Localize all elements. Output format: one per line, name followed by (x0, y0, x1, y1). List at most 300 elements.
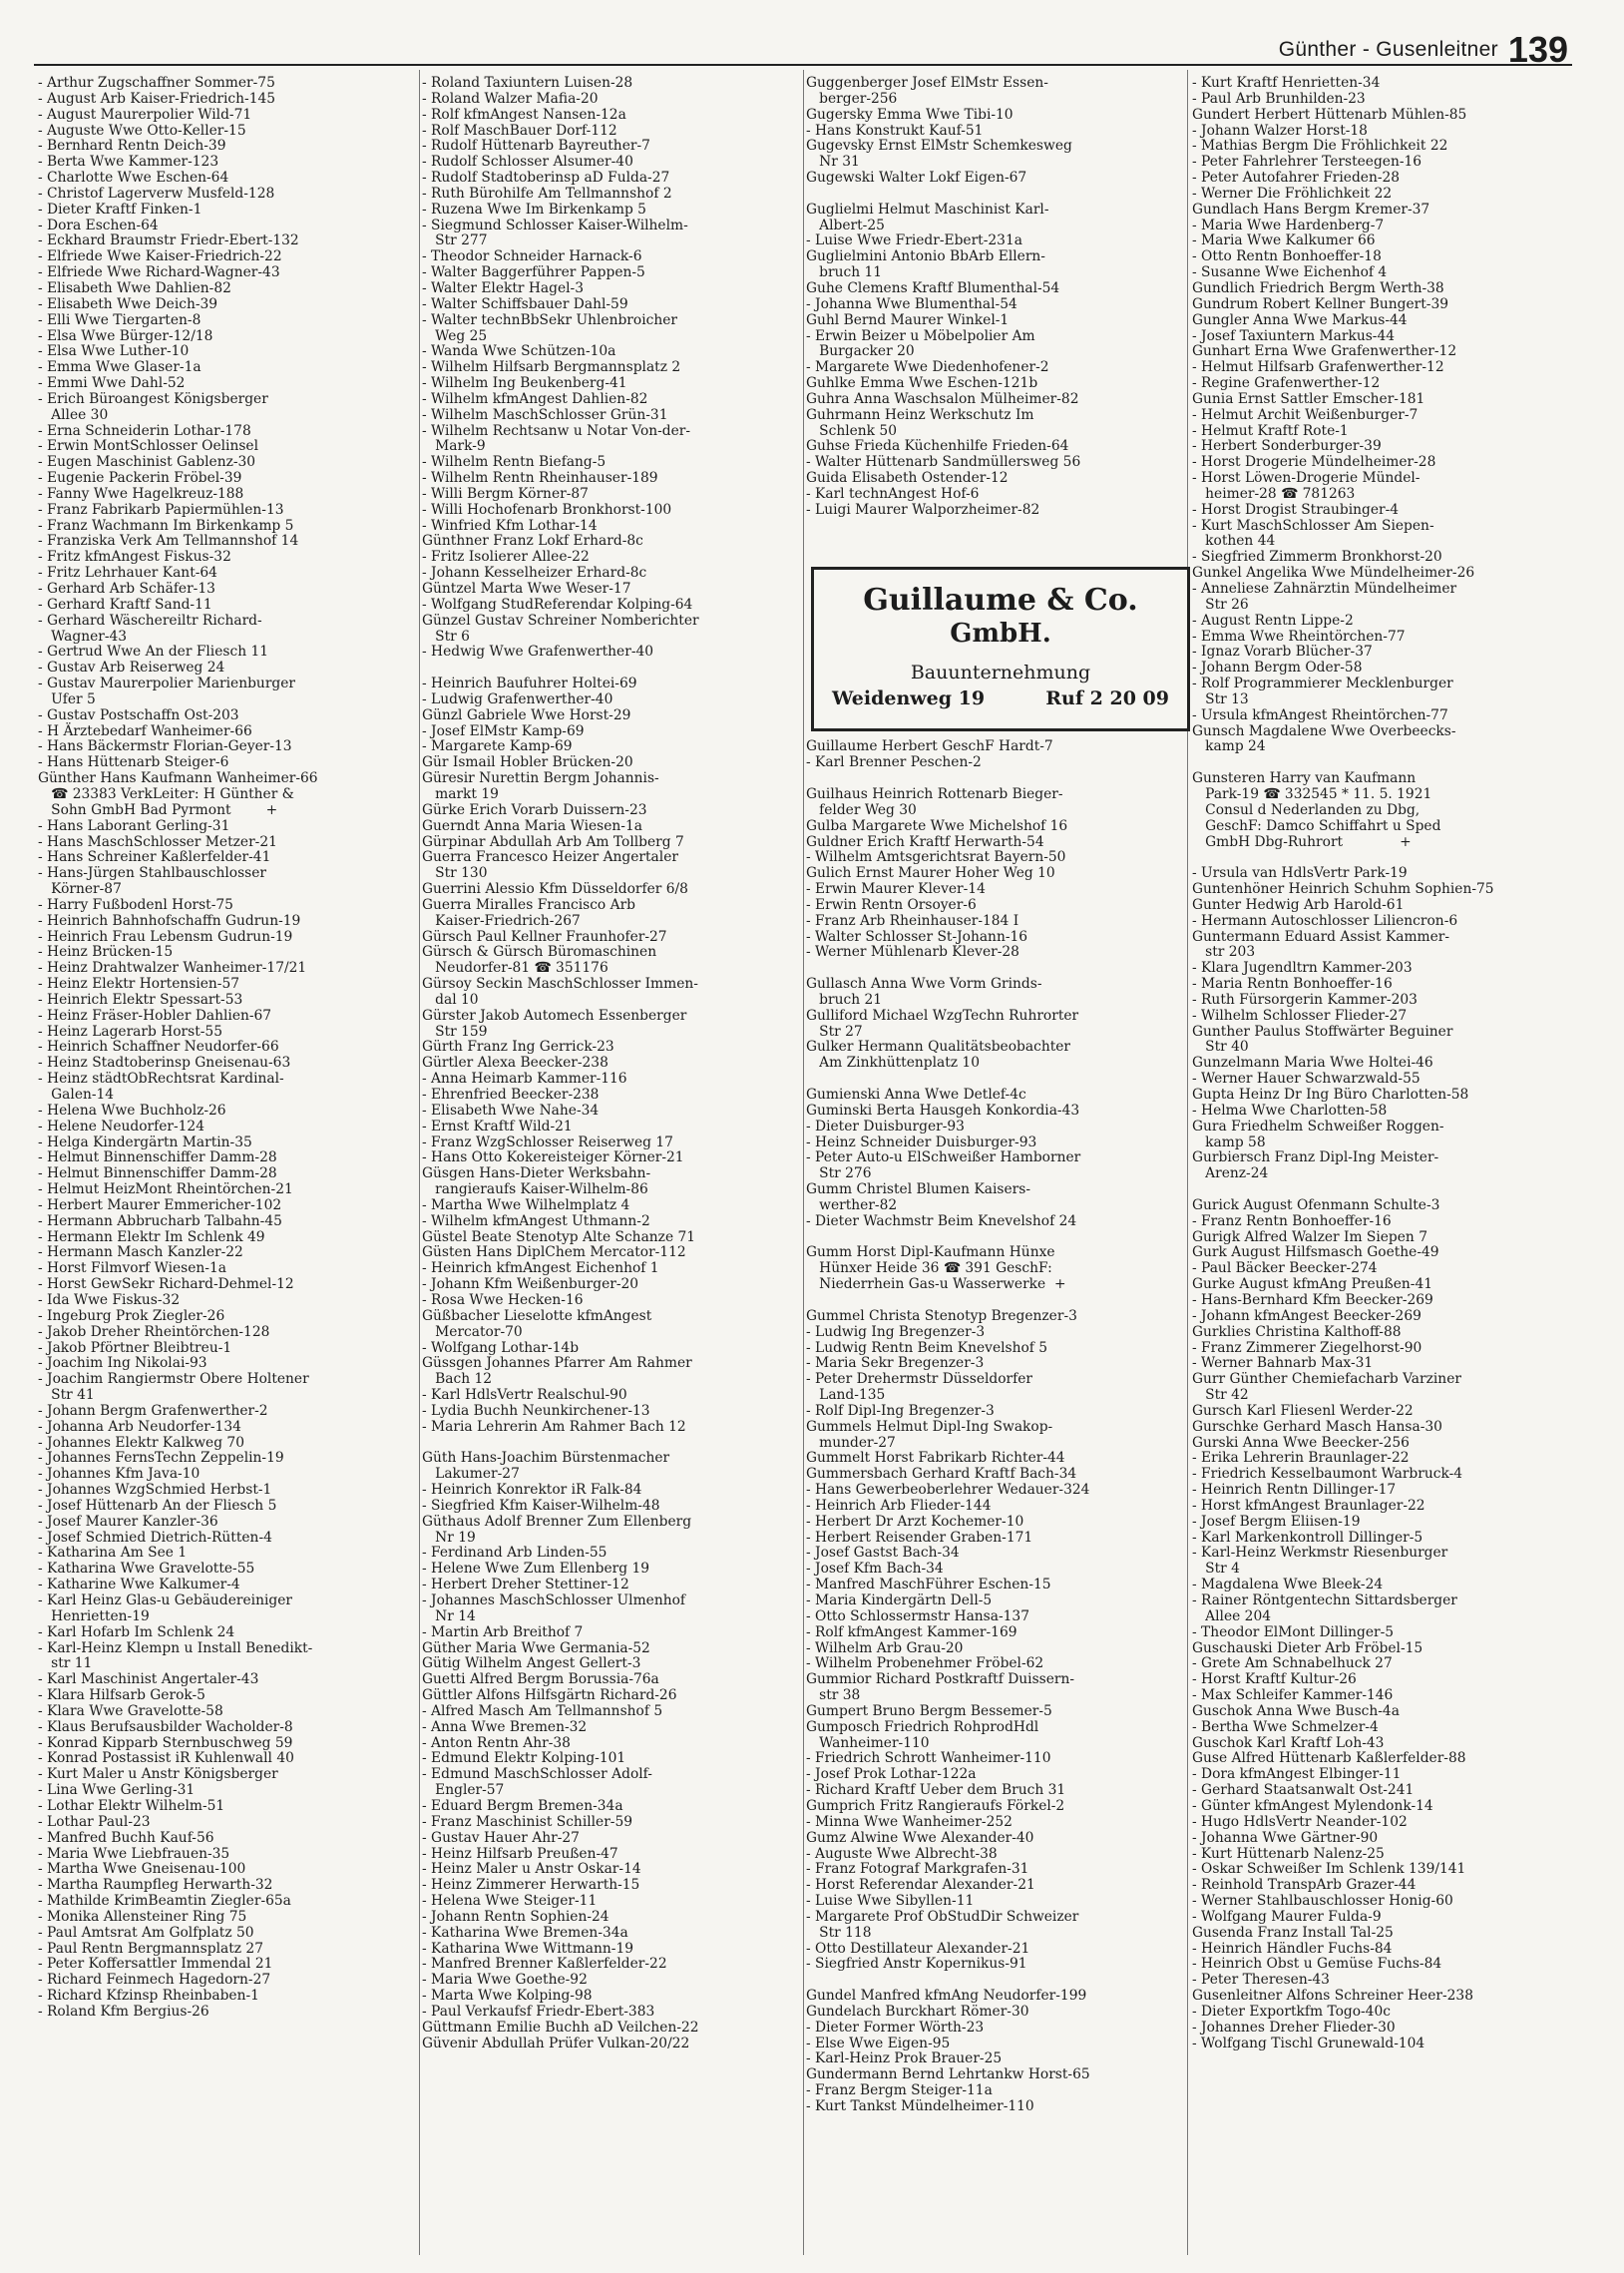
directory-entry: - Johann Kfm Weißenburger-20 (422, 1276, 639, 1293)
directory-entry: Günzel Gustav Schreiner Nomberichter (422, 612, 699, 629)
directory-entry: - Heinrich Obst u Gemüse Fuchs-84 (1192, 1956, 1442, 1973)
directory-entry: - Ruzena Wwe Im Birkenkamp 5 (422, 201, 646, 218)
directory-entry: - Emma Wwe Glaser-1a (38, 359, 202, 376)
directory-entry: - Maria Rentn Bonhoeffer-16 (1192, 976, 1393, 993)
directory-entry: - Karl Maschinist Angertaler-43 (38, 1671, 259, 1688)
directory-entry: - Ursula kfmAngest Rheintörchen-77 (1192, 706, 1448, 723)
directory-entry: - Hermann Autoschlosser Liliencron-6 (1192, 912, 1458, 929)
directory-entry: - Dora kfmAngest Elbinger-11 (1192, 1766, 1402, 1783)
directory-entry: Guhrmann Heinz Werkschutz Im (806, 406, 1034, 423)
directory-entry: - Dieter Exportkfm Togo-40c (1192, 2003, 1391, 2020)
directory-entry: - Martin Arb Breithof 7 (422, 1623, 584, 1640)
directory-entry: - Johanna Wwe Blumenthal-54 (806, 295, 1017, 312)
directory-entry: Güßbacher Lieselotte kfmAngest (422, 1307, 652, 1324)
directory-entry: - Ferdinand Arb Linden-55 (422, 1545, 608, 1562)
directory-entry: - Kurt Maler u Anstr Königsberger (38, 1766, 278, 1783)
directory-entry: Güther Maria Wwe Germania-52 (422, 1639, 650, 1656)
directory-entry: - Wilhelm Rechtsanw u Notar Von-der- (422, 422, 691, 439)
directory-entry: - Johann Walzer Horst-18 (1192, 122, 1368, 139)
directory-entry: Gugewski Walter Lokf Eigen-67 (806, 170, 1027, 187)
directory-entry: - Helmut Kraftf Rote-1 (1192, 422, 1349, 439)
directory-entry: - Maria Wwe Kalkumer 66 (1192, 232, 1376, 249)
directory-entry: rangieraufs Kaiser-Wilhelm-86 (422, 1181, 648, 1198)
directory-entry: - Jakob Dreher Rheintörchen-128 (38, 1323, 270, 1340)
directory-entry: Str 4 (1192, 1561, 1240, 1578)
directory-entry: - Christof Lagerverw Musfeld-128 (38, 185, 275, 202)
directory-entry: GeschF: Damco Schiffahrt u Sped (1192, 817, 1441, 834)
directory-entry: - Wolfgang Tischl Grunewald-104 (1192, 2035, 1425, 2051)
directory-entry: - Johanna Wwe Gärtner-90 (1192, 1829, 1379, 1846)
directory-entry: - Gustav Arb Reiserweg 24 (38, 660, 225, 677)
directory-entry: Str 41 (38, 1387, 95, 1404)
directory-entry: Güttler Alfons Hilfsgärtn Richard-26 (422, 1687, 677, 1704)
directory-entry: Guminski Berta Hausgeh Konkordia-43 (806, 1102, 1080, 1119)
directory-entry: - Manfred Brenner Kaßlerfelder-22 (422, 1956, 667, 1973)
directory-entry: Gurk August Hilfsmasch Goethe-49 (1192, 1244, 1439, 1261)
directory-entry: - Luise Wwe Sibyllen-11 (806, 1893, 975, 1910)
column-divider (1187, 70, 1188, 2255)
directory-entry: - Paul Verkaufsf Friedr-Ebert-383 (422, 2003, 655, 2020)
directory-entry: ☎ 23383 VerkLeiter: H Günther & (38, 785, 294, 802)
directory-entry: Wanheimer-110 (806, 1734, 930, 1751)
directory-entry: Arenz-24 (1192, 1165, 1269, 1182)
directory-entry: - Johannes WzgSchmied Herbst-1 (38, 1482, 272, 1499)
directory-entry: - Lina Wwe Gerling-31 (38, 1782, 196, 1799)
directory-entry: - Horst Drogist Straubinger-4 (1192, 501, 1400, 518)
directory-entry: - Dieter Duisburger-93 (806, 1118, 965, 1135)
directory-entry: - Horst Kraftf Kultur-26 (1192, 1671, 1357, 1688)
directory-entry: Gupta Heinz Dr Ing Büro Charlotten-58 (1192, 1087, 1469, 1103)
directory-entry: - Johann Bergm Grafenwerther-2 (38, 1402, 268, 1419)
directory-entry: - Helene Wwe Zum Ellenberg 19 (422, 1561, 650, 1578)
directory-entry: Burgacker 20 (806, 343, 915, 360)
directory-entry: Str 277 (422, 232, 488, 249)
directory-entry (1192, 1182, 1494, 1198)
directory-entry: Gummior Richard Postkraftf Duissern- (806, 1671, 1075, 1688)
directory-entry: - Wolfgang Maurer Fulda-9 (1192, 1908, 1382, 1925)
directory-entry: Gürsch & Gürsch Büromaschinen (422, 944, 657, 961)
column-divider (419, 70, 420, 2255)
directory-entry: Gundermann Bernd Lehrtankw Horst-65 (806, 2066, 1090, 2083)
directory-entry: - Johannes Dreher Flieder-30 (1192, 2019, 1396, 2036)
directory-entry: - Rosa Wwe Hecken-16 (422, 1291, 584, 1308)
directory-entry: - Walter Hüttenarb Sandmüllersweg 56 (806, 454, 1081, 471)
directory-entry: - Jakob Pförtner Bleibtreu-1 (38, 1339, 232, 1356)
directory-entry: - Heinz Brücken-15 (38, 944, 174, 961)
directory-entry: Güsgen Hans-Dieter Werksbahn- (422, 1165, 651, 1182)
directory-entry: str 38 (806, 1687, 861, 1704)
directory-entry: Neudorfer-81 ☎ 351176 (422, 960, 609, 977)
directory-entry: - Ruth Fürsorgerin Kammer-203 (1192, 991, 1418, 1008)
directory-entry: Ufer 5 (38, 690, 96, 707)
directory-entry: - Franz Arb Rheinhauser-184 I (806, 912, 1019, 929)
directory-entry: - Manfred MaschFührer Eschen-15 (806, 1577, 1051, 1593)
directory-entry: bruch 21 (806, 991, 883, 1008)
directory-entry: - Hans Hüttenarb Steiger-6 (38, 754, 229, 771)
directory-entry: Guhse Frieda Küchenhilfe Frieden-64 (806, 438, 1069, 455)
directory-entry: - Erwin Maurer Klever-14 (806, 881, 986, 898)
directory-entry: - Siegmund Schlosser Kaiser-Wilhelm- (422, 217, 688, 233)
directory-entry: - Emma Wwe Rheintörchen-77 (1192, 628, 1406, 645)
directory-entry: - Rolf kfmAngest Nansen-12a (422, 106, 626, 123)
directory-entry: - Dieter Kraftf Finken-1 (38, 201, 203, 218)
directory-entry: - Dieter Former Wörth-23 (806, 2019, 985, 2036)
directory-entry: Güvenir Abdullah Prüfer Vulkan-20/22 (422, 2035, 690, 2051)
directory-entry: - Ehrenfried Beecker-238 (422, 1087, 600, 1103)
directory-entry: Gürster Jakob Automech Essenberger (422, 1007, 687, 1024)
directory-entry: - Heinrich Schaffner Neudorfer-66 (38, 1039, 279, 1056)
directory-entry: - Walter Schiffsbauer Dahl-59 (422, 295, 628, 312)
directory-entry: - Kurt Kraftf Henrietten-34 (1192, 75, 1381, 91)
directory-entry: kamp 24 (1192, 738, 1266, 755)
directory-entry: - Fanny Wwe Hagelkreuz-188 (38, 485, 244, 502)
directory-entry: Park-19 ☎ 332545 * 11. 5. 1921 (1192, 785, 1432, 802)
directory-entry: Guglielmini Antonio BbArb Ellern- (806, 248, 1045, 265)
directory-entry: Gunkel Angelika Wwe Mündelheimer-26 (1192, 565, 1475, 582)
directory-entry: - Josef Bergm Eliisen-19 (1192, 1513, 1361, 1530)
directory-entry: - Horst Drogerie Mündelheimer-28 (1192, 454, 1436, 471)
directory-entry: - August Arb Kaiser-Friedrich-145 (38, 90, 276, 107)
directory-entry: - Marta Wwe Kolping-98 (422, 1988, 593, 2005)
directory-entry: - Karl Heinz Glas-u Gebäudereiniger (38, 1592, 292, 1608)
directory-entry: - Mathias Bergm Die Fröhlichkeit 22 (1192, 138, 1448, 155)
directory-entry: - Franz WzgSchlosser Reiserweg 17 (422, 1134, 673, 1150)
directory-entry: Gura Friedhelm Schweißer Roggen- (1192, 1118, 1444, 1135)
directory-entry: Gunsteren Harry van Kaufmann (1192, 770, 1417, 787)
directory-entry: - Helmut HeizMont Rheintörchen-21 (38, 1181, 293, 1198)
directory-entry: - Wilhelm Rentn Rheinhauser-189 (422, 470, 658, 487)
directory-entry: Gumm Horst Dipl-Kaufmann Hünxe (806, 1244, 1055, 1261)
directory-entry: - Bernhard Rentn Deich-39 (38, 138, 226, 155)
directory-entry: Wagner-43 (38, 628, 128, 645)
directory-entry: - Wolfgang Lothar-14b (422, 1339, 580, 1356)
directory-entry: - Elfriede Wwe Kaiser-Friedrich-22 (38, 248, 282, 265)
directory-entry: Gunther Paulus Stoffwärter Beguiner (1192, 1023, 1453, 1040)
directory-entry: Günther Hans Kaufmann Wanheimer-66 (38, 770, 318, 787)
directory-entry: - Joachim Ing Nikolai-93 (38, 1355, 207, 1372)
directory-entry: markt 19 (422, 785, 499, 802)
directory-entry: Schlenk 50 (806, 422, 897, 439)
directory-entry: - Katharina Wwe Wittmann-19 (422, 1940, 634, 1957)
directory-entry: - Klara Jugendltrn Kammer-203 (1192, 960, 1413, 977)
directory-entry: - Eugen Maschinist Gablenz-30 (38, 454, 256, 471)
directory-entry: - Monika Allensteiner Ring 75 (38, 1908, 247, 1925)
directory-entry: - Margarete Wwe Diedenhofener-2 (806, 359, 1049, 376)
directory-entry: - Herbert Sonderburger-39 (1192, 438, 1382, 455)
directory-entry: - Franz Wachmann Im Birkenkamp 5 (38, 517, 294, 534)
directory-column-1 (38, 76, 318, 2021)
directory-entry: - Franz Fabrikarb Papiermühlen-13 (38, 501, 284, 518)
directory-entry: - Wanda Wwe Schützen-10a (422, 343, 616, 360)
directory-entry: - Lothar Elektr Wilhelm-51 (38, 1797, 225, 1814)
directory-entry: - Heinz Elektr Hortensien-57 (38, 976, 240, 993)
directory-entry: Str 276 (806, 1165, 872, 1182)
directory-entry: - Bertha Wwe Schmelzer-4 (1192, 1718, 1379, 1735)
directory-entry: - Dora Eschen-64 (38, 217, 159, 233)
directory-entry: - Berta Wwe Kammer-123 (38, 154, 219, 171)
directory-entry: - Heinz Stadtoberinsp Gneisenau-63 (38, 1055, 291, 1072)
directory-entry: - Anton Rentn Ahr-38 (422, 1734, 571, 1751)
directory-entry: Gunter Hedwig Arb Harold-61 (1192, 896, 1405, 913)
directory-entry: Gür Ismail Hobler Brücken-20 (422, 754, 633, 771)
directory-entry: - Rudolf Hüttenarb Bayreuther-7 (422, 138, 650, 155)
directory-entry: - Karl-Heinz Klempn u Install Benedikt- (38, 1639, 313, 1656)
directory-entry: - Gustav Postschaffn Ost-203 (38, 706, 239, 723)
directory-entry: - Elisabeth Wwe Deich-39 (38, 295, 218, 312)
directory-entry: - Werner Hauer Schwarzwald-55 (1192, 1071, 1421, 1088)
directory-entry: - Walter technBbSekr Uhlenbroicher (422, 311, 677, 328)
directory-entry: - Paul Bäcker Beecker-274 (1192, 1260, 1378, 1277)
directory-entry: - Franz Zimmerer Ziegelhorst-90 (1192, 1339, 1422, 1356)
directory-entry: - Heinrich Elektr Spessart-53 (38, 991, 243, 1008)
directory-entry: - Josef Hüttenarb An der Fliesch 5 (38, 1497, 277, 1514)
directory-entry: - Walter Elektr Hagel-3 (422, 279, 584, 296)
directory-entry: - Roland Walzer Mafia-20 (422, 90, 599, 107)
directory-entry: kothen 44 (1192, 533, 1276, 550)
directory-entry: Gurschke Gerhard Masch Hansa-30 (1192, 1418, 1442, 1435)
directory-entry: - Walter Schlosser St-Johann-16 (806, 928, 1028, 945)
directory-entry: - Ingeburg Prok Ziegler-26 (38, 1307, 225, 1324)
directory-entry: Str 42 (1192, 1387, 1249, 1404)
directory-entry: Nr 31 (806, 154, 860, 171)
directory-entry: - Konrad Kipparb Sternbuschweg 59 (38, 1734, 293, 1751)
directory-entry: - Siegfried Zimmerm Bronkhorst-20 (1192, 549, 1442, 566)
directory-entry (806, 187, 1090, 203)
directory-entry: Gundlich Friedrich Bergm Werth-38 (1192, 279, 1444, 296)
directory-entry: - Maria Wwe Hardenberg-7 (1192, 217, 1385, 233)
directory-entry: - Paul Amtsrat Am Golfplatz 50 (38, 1924, 254, 1941)
directory-entry: - Eugenie Packerin Fröbel-39 (38, 470, 242, 487)
directory-entry: Allee 204 (1192, 1607, 1271, 1624)
directory-entry (806, 1293, 1090, 1309)
directory-entry (806, 771, 1090, 787)
directory-entry: Guida Elisabeth Ostender-12 (806, 470, 1009, 487)
directory-entry: Guntenhöner Heinrich Schuhm Sophien-75 (1192, 881, 1494, 898)
directory-entry: munder-27 (806, 1434, 896, 1451)
directory-entry: - Hans Konstrukt Kauf-51 (806, 122, 984, 139)
directory-entry: - Konrad Postassist iR Kuhlenwall 40 (38, 1750, 294, 1767)
directory-entry: - Peter Auto-u ElSchweißer Hamborner (806, 1149, 1081, 1166)
directory-entry: Güntzel Marta Wwe Weser-17 (422, 581, 631, 597)
directory-entry: Güstel Beate Stenotyp Alte Schanze 71 (422, 1228, 696, 1245)
directory-entry: - Herbert Dreher Stettiner-12 (422, 1577, 629, 1593)
directory-entry: - Kurt Hüttenarb Nalenz-25 (1192, 1845, 1385, 1862)
directory-entry: Gumz Alwine Wwe Alexander-40 (806, 1829, 1034, 1846)
directory-entry: Guschok Karl Kraftf Loh-43 (1192, 1734, 1385, 1751)
directory-entry: Gulba Margarete Wwe Michelshof 16 (806, 817, 1068, 834)
directory-entry: - Alfred Masch Am Tellmannshof 5 (422, 1702, 663, 1719)
directory-entry: Henrietten-19 (38, 1607, 150, 1624)
directory-entry: Gundrum Robert Kellner Bungert-39 (1192, 295, 1449, 312)
directory-entry: Guntermann Eduard Assist Kammer- (1192, 928, 1450, 945)
directory-entry: Gursch Karl Fliesenl Werder-22 (1192, 1402, 1414, 1419)
directory-entry: - Josef ElMstr Kamp-69 (422, 722, 585, 739)
directory-entry: - Harry Fußbodenl Horst-75 (38, 896, 233, 913)
directory-entry: - Hans Bäckermstr Florian-Geyer-13 (38, 738, 292, 755)
directory-entry: Weg 25 (422, 327, 488, 344)
directory-entry: - Gerhard Staatsanwalt Ost-241 (1192, 1782, 1415, 1799)
directory-entry: - Heinz städtObRechtsrat Kardinal- (38, 1071, 284, 1088)
directory-entry: - Horst Filmvorf Wiesen-1a (38, 1260, 226, 1277)
directory-entry: Engler-57 (422, 1782, 505, 1799)
directory-entry: bruch 11 (806, 264, 883, 281)
directory-entry: Gummelt Horst Fabrikarb Richter-44 (806, 1450, 1065, 1467)
directory-entry: - Heinrich Konrektor iR Falk-84 (422, 1482, 642, 1499)
directory-entry: - Franz Maschinist Schiller-59 (422, 1813, 633, 1830)
directory-entry: Gurski Anna Wwe Beecker-256 (1192, 1434, 1410, 1451)
directory-entry: - Heinz Lagerarb Horst-55 (38, 1023, 222, 1040)
directory-entry: - Horst kfmAngest Braunlager-22 (1192, 1497, 1425, 1514)
directory-entry: - Johann kfmAngest Beecker-269 (1192, 1307, 1421, 1324)
directory-entry: Allee 30 (38, 406, 109, 423)
directory-entry: - Johannes Kfm Java-10 (38, 1466, 201, 1483)
directory-entry: Guhlke Emma Wwe Eschen-121b (806, 375, 1038, 392)
directory-entry: - Richard Kraftf Ueber dem Bruch 31 (806, 1782, 1066, 1799)
directory-entry: Günzl Gabriele Wwe Horst-29 (422, 706, 631, 723)
directory-entry: - Willi Hochofenarb Bronkhorst-100 (422, 501, 672, 518)
directory-entry: Str 6 (422, 628, 470, 645)
directory-entry: - Peter Koffersattler Immendal 21 (38, 1956, 273, 1973)
directory-entry: - Mathilde KrimBeamtin Ziegler-65a (38, 1893, 291, 1910)
directory-entry: Guglielmi Helmut Maschinist Karl- (806, 201, 1049, 218)
directory-entry: - Ruth Bürohilfe Am Tellmannshof 2 (422, 185, 672, 202)
directory-entry: Gürtler Alexa Beecker-238 (422, 1055, 609, 1072)
ad-company-name: Guillaume & Co. (863, 583, 1138, 618)
page-header (1279, 18, 1568, 68)
directory-entry: - Johannes Elektr Kalkweg 70 (38, 1434, 244, 1451)
directory-entry: - Wilhelm Schlosser Flieder-27 (1192, 1007, 1408, 1024)
directory-entry: - Gerhard Wäschereiltr Richard- (38, 612, 262, 629)
directory-entry: Gürth Franz Ing Gerrick-23 (422, 1039, 614, 1056)
directory-entry: Gungler Anna Wwe Markus-44 (1192, 311, 1408, 328)
directory-entry: Gumienski Anna Wwe Detlef-4c (806, 1087, 1026, 1103)
directory-entry: - Heinrich Händler Fuchs-84 (1192, 1940, 1393, 1957)
directory-entry: Nr 14 (422, 1607, 476, 1624)
directory-entry: - Susanne Wwe Eichenhof 4 (1192, 264, 1388, 281)
directory-entry: - Joachim Rangiermstr Obere Holtener (38, 1371, 309, 1388)
directory-entry: - Johann Rentn Sophien-24 (422, 1908, 609, 1925)
directory-entry: - Peter Drehermstr Düsseldorfer (806, 1371, 1033, 1388)
directory-entry: - Werner Die Fröhlichkeit 22 (1192, 185, 1393, 202)
directory-entry: - Ludwig Grafenwerther-40 (422, 690, 613, 707)
directory-entry (806, 1973, 1090, 1989)
directory-entry: - Heinz Drahtwalzer Wanheimer-17/21 (38, 960, 307, 977)
directory-entry: - Oskar Schweißer Im Schlenk 139/141 (1192, 1861, 1466, 1878)
directory-entry: - Reinhold TranspArb Grazer-44 (1192, 1877, 1417, 1894)
directory-entry: - Karl Brenner Peschen-2 (806, 754, 982, 771)
directory-entry: - Edmund MaschSchlosser Adolf- (422, 1766, 652, 1783)
directory-entry: - Rolf Dipl-Ing Bregenzer-3 (806, 1402, 995, 1419)
directory-entry: - Hans Otto Kokereisteiger Körner-21 (422, 1149, 684, 1166)
directory-entry: - Walter Baggerführer Pappen-5 (422, 264, 645, 281)
directory-entry: - Martha Raumpfleg Herwarth-32 (38, 1877, 273, 1894)
directory-entry: - Heinz Zimmerer Herwarth-15 (422, 1877, 640, 1894)
directory-column-4 (1192, 76, 1494, 2051)
directory-entry: - Heinrich Baufuhrer Holtei-69 (422, 676, 637, 692)
directory-entry: Guschauski Dieter Arb Fröbel-15 (1192, 1639, 1423, 1656)
directory-entry: - Erwin Beizer u Möbelpolier Am (806, 327, 1035, 344)
directory-entry: Gurick August Ofenmann Schulte-3 (1192, 1196, 1440, 1213)
directory-entry: - Friedrich Kesselbaumont Warbruck-4 (1192, 1466, 1463, 1483)
directory-entry: - Fritz Lehrhauer Kant-64 (38, 565, 217, 582)
directory-entry: Güsten Hans DiplChem Mercator-112 (422, 1244, 686, 1261)
directory-entry: - Paul Rentn Bergmannsplatz 27 (38, 1940, 263, 1957)
directory-entry: - Heinrich Bahnhofschaffn Gudrun-19 (38, 912, 301, 929)
directory-entry: - Maria Wwe Liebfrauen-35 (38, 1845, 230, 1862)
directory-entry: - Karl-Heinz Werkmstr Riesenburger (1192, 1545, 1448, 1562)
directory-entry: - Paul Arb Brunhilden-23 (1192, 90, 1366, 107)
directory-entry: - Hedwig Wwe Grafenwerther-40 (422, 644, 654, 661)
directory-entry: berger-256 (806, 90, 898, 107)
directory-entry: Gundert Herbert Hüttenarb Mühlen-85 (1192, 106, 1467, 123)
directory-entry: - Horst Löwen-Drogerie Mündel- (1192, 470, 1421, 487)
directory-entry: - Heinz Fräser-Hobler Dahlien-67 (38, 1007, 272, 1024)
directory-entry: - Kurt MaschSchlosser Am Siepen- (1192, 517, 1434, 534)
directory-entry: - Peter Autofahrer Frieden-28 (1192, 170, 1401, 187)
directory-entry: - Hermann Elektr Im Schlenk 49 (38, 1228, 265, 1245)
directory-entry: - Anna Heimarb Kammer-116 (422, 1071, 627, 1088)
directory-entry: - Ernst Kraftf Wild-21 (422, 1118, 573, 1135)
directory-entry: - Johann Kesselheizer Erhard-8c (422, 565, 647, 582)
directory-entry: - Hans Schreiner Kaßlerfelder-41 (38, 849, 271, 866)
directory-entry: - Wilhelm MaschSchlosser Grün-31 (422, 406, 668, 423)
directory-entry: Gundel Manfred kfmAng Neudorfer-199 (806, 1988, 1087, 2005)
directory-entry: - Heinrich kfmAngest Eichenhof 1 (422, 1260, 659, 1277)
directory-entry: - Wilhelm Amtsgerichtsrat Bayern-50 (806, 849, 1066, 866)
directory-entry: - Klaus Berufsausbilder Wacholder-8 (38, 1718, 293, 1735)
directory-entry: Guhe Clemens Kraftf Blumenthal-54 (806, 279, 1060, 296)
directory-entry: - Martha Wwe Gneisenau-100 (38, 1861, 246, 1878)
directory-entry: str 203 (1192, 944, 1256, 961)
directory-entry: - Elsa Wwe Luther-10 (38, 343, 190, 360)
directory-entry: Kaiser-Friedrich-267 (422, 912, 581, 929)
ad-company-form: GmbH. (950, 619, 1051, 649)
directory-entry: Körner-87 (38, 881, 122, 898)
directory-entry (806, 550, 1090, 566)
directory-entry: - Lydia Buchh Neunkirchener-13 (422, 1402, 650, 1419)
directory-entry: Str 27 (806, 1023, 863, 1040)
directory-entry: - Rudolf Schlosser Alsumer-40 (422, 154, 633, 171)
directory-entry: Str 159 (422, 1023, 488, 1040)
directory-entry: Guerrini Alessio Kfm Düsseldorfer 6/8 (422, 881, 688, 898)
directory-entry: - Helmut Binnenschiffer Damm-28 (38, 1165, 277, 1182)
directory-entry: - Horst Referendar Alexander-21 (806, 1877, 1035, 1894)
ad-subtitle: Bauunternehmung (910, 662, 1091, 683)
directory-entry: Gürsoy Seckin MaschSchlosser Immen- (422, 976, 698, 993)
directory-entry: - Hans-Jürgen Stahlbauschlosser (38, 865, 267, 882)
directory-entry (1192, 850, 1494, 866)
directory-entry: Gürpinar Abdullah Arb Am Tollberg 7 (422, 833, 684, 850)
directory-entry: Gurbiersch Franz Dipl-Ing Meister- (1192, 1149, 1439, 1166)
directory-entry: - Fritz Isolierer Allee-22 (422, 549, 590, 566)
directory-entry: Str 26 (1192, 596, 1249, 613)
directory-entry: Gumm Christel Blumen Kaisers- (806, 1181, 1030, 1198)
directory-entry: - Horst GewSekr Richard-Dehmel-12 (38, 1276, 294, 1293)
directory-entry: - Otto Destillateur Alexander-21 (806, 1940, 1030, 1957)
directory-entry: - Roland Taxiuntern Luisen-28 (422, 75, 633, 91)
directory-entry: Guerra Miralles Francisco Arb (422, 896, 635, 913)
directory-entry: - Willi Bergm Körner-87 (422, 485, 589, 502)
directory-entry: - Josef Gastst Bach-34 (806, 1545, 960, 1562)
directory-entry: Guse Alfred Hüttenarb Kaßlerfelder-88 (1192, 1750, 1466, 1767)
directory-entry: - Dieter Wachmstr Beim Knevelshof 24 (806, 1212, 1077, 1229)
directory-entry: - Franz Rentn Bonhoeffer-16 (1192, 1212, 1392, 1229)
directory-entry: Lakumer-27 (422, 1466, 520, 1483)
directory-entry: Guschok Anna Wwe Busch-4a (1192, 1702, 1400, 1719)
directory-entry: - Josef Maurer Kanzler-36 (38, 1513, 218, 1530)
directory-entry: - H Ärztebedarf Wanheimer-66 (38, 722, 252, 739)
directory-entry: - Erwin Rentn Orsoyer-6 (806, 896, 977, 913)
